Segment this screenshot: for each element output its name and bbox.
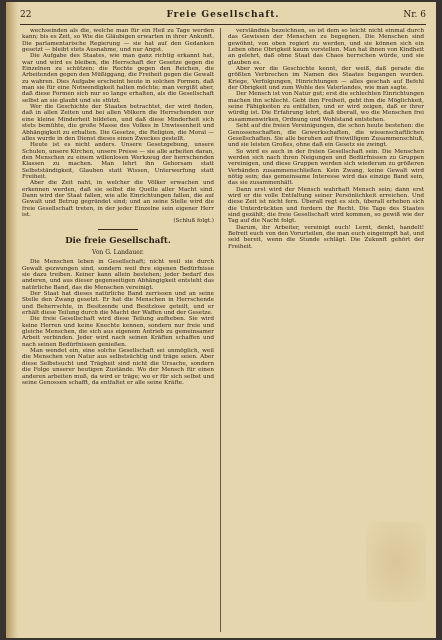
newspaper-page	[6, 2, 436, 638]
page-number: 22	[20, 10, 32, 20]
publication-title: Freie Gesellschaft.	[166, 10, 280, 20]
article-paragraph: Aber die Zeit naht, in welcher die Völker erwachen und erkennen werden, daß sie selbst die Quelle aller Macht sind. Dann wird der Staat fallen, wie alle Einrichtungen fallen, die auf Gewalt und Betrug gegründet sind; und an seine Stelle wird die freie Gesellschaft treten, in der jeder Einzelne sein eigener Herr ist.	[22, 180, 214, 218]
section-separator	[98, 229, 138, 230]
header-rule	[20, 24, 426, 25]
page-header	[20, 10, 426, 24]
article-paragraph: Heute ist es nicht anders. Unsere Gesetzgebung, unsere Schulen, unsere Kirchen, unsere Presse — sie alle arbeiten daran, den Menschen zu einem willenlosen Werkzeug der herrschenden Klassen zu machen. Man lehrt ihn Gehorsam statt Selbstständigkeit, Glauben statt Wissen, Unterwerfung statt Freiheit.	[22, 142, 214, 180]
article-paragraph: wechseinden als die, welche man für ein Heil zu Tage werden kann; bis es Zeit, so Wie die Gläubigen erwarten in ihrer Ankunft. Die parlamentarische Regierung — sie hat auf den Gedanken gesetzt — bleibt stets Ausnahme, und nur Angst.	[22, 28, 214, 54]
article-paragraph: Man wendet ein, eine solche Gesellschaft sei unmöglich, weil die Menschen von Natur aus selbstsüchtig und träge seien. Aber diese Selbstsucht und Trägheit sind nicht die Ursache, sondern die Folge unserer heutigen Zustände. Wo der Mensch für einen anderen arbeiten muß, da wird er träge; wo er für sich selbst und seine Genossen schafft, da entfaltet er alle seine Kräfte.	[22, 348, 214, 386]
article-paragraph: Die freie Gesellschaft wird diese Teilung aufheben. Sie wird keine Herren und keine Knechte kennen, sondern nur freie und gleiche Menschen, die sich aus eigenem Antrieb zu gemeinsamer Arbeit verbinden. Jeder wird nach seinen Kräften schaffen und nach seinen Bedürfnissen genießen.	[22, 316, 214, 348]
left-column	[22, 28, 214, 632]
article-paragraph: Seht auf die freien Vereinigungen, die schon heute bestehen: die Genossenschaften, die Gewerkschaften, die wissenschaftlichen Gesellschaften. Sie alle beruhen auf freiwilligem Zusammenschluß, und sie leisten Großes, ohne daß ein Gesetz sie zwingt.	[228, 123, 424, 149]
continuation-note: (Schluß folgt.)	[173, 218, 214, 225]
article-heading: Die freie Gesellschaft.	[65, 236, 171, 247]
article-paragraph: Wer die Geschichte der Staaten betrachtet, der wird finden, daß in allen Zeiten und bei allen Völkern die Herrschenden nur eine kleine Minderheit bildeten, und daß diese Minderheit sich stets bemühte, die große Masse des Volkes in Unwissenheit und Abhängigkeit zu erhalten. Die Gesetze, die Religion, die Moral — alles wurde in den Dienst dieses einen Zweckes gestellt.	[22, 104, 214, 142]
page-spine	[6, 2, 18, 638]
article-paragraph: Die Aufgabe des Staates, wie man ganz richtig erkannt hat, war und wird es bleiben, die Herrschaft der Gesetze gegen die Einzelnen zu schützen; die Rechte gegen den Reichen, die Arbeitenden gegen den Müßiggang, die Freiheit gegen die Gewalt zu wahren. Dies Aufgabe erscheint heute in solchen Formen, daß man sie für eine Notwendigkeit halten möchte; man vergißt aber, daß diese Formen sich nur so lange erhalten, als die Gesellschaft selbst an sie glaubt und sie stützt.	[22, 53, 214, 104]
right-column	[228, 28, 424, 632]
article-paragraph: Die Menschen leben in Gesellschaft; nicht weil sie durch Gewalt gezwungen sind, sondern weil ihre eigenen Bedürfnisse sie dazu treiben. Keiner kann allein bestehen; jeder bedarf des anderen, und aus dieser gegenseitigen Abhängigkeit entsteht das natürliche Band, das die Menschen vereinigt.	[22, 259, 214, 291]
article-paragraph: Dann erst wird der Mensch wahrhaft Mensch sein; dann erst wird er die volle Entfaltung seiner Persönlichkeit erreichen. Und diese Zeit ist nicht fern. Überall regt es sich, überall erheben sich die Unterdrückten und fordern ihr Recht. Die Tage des Staates sind gezählt; die freie Gesellschaft wird kommen, so gewiß wie der Tag auf die Nacht folgt.	[228, 186, 424, 225]
article-paragraph: verständnis bezeichnen, so ist dem so leicht nicht einmal durch das Gewissen der Menschen zu begegnen. Die Menschen sind gewöhnt, von oben regiert zu werden, und sie können sich ein Leben ohne Obrigkeit kaum vorstellen. Man hat ihnen von Kindheit an gelehrt, daß ohne Staat das Chaos herrschen würde, und sie glauben es.	[228, 28, 424, 66]
article-paragraph: Darum, ihr Arbeiter, vereinigt euch! Lernt, denkt, handelt! Befreit euch von den Vorurteilen, die man euch eingeimpft hat, und seid bereit, wenn die Stunde schlägt. Die Zukunft gehört der Freiheit.	[228, 224, 424, 250]
article-byline: Von G. Landauer.	[92, 249, 144, 257]
issue-number: Nr. 6	[403, 10, 426, 20]
column-divider	[220, 28, 221, 632]
article-paragraph: Der Mensch ist von Natur gut; erst die schlechten Einrichtungen machen ihn schlecht. Gebt ihm Freiheit, gebt ihm die Möglichkeit, seine Fähigkeiten zu entfalten, und er wird zeigen, daß er ihrer würdig ist. Die Erfahrung lehrt, daß überall, wo die Menschen frei zusammenwirken, Ordnung und Wohlstand entstehen.	[228, 91, 424, 123]
article-paragraph: So wird es auch in der freien Gesellschaft sein. Die Menschen werden sich nach ihren Neigungen und Bedürfnissen zu Gruppen vereinigen, und diese Gruppen werden sich wiederum zu größeren Verbänden zusammenschließen. Kein Zwang, keine Gewalt wird nötig sein; das gemeinsame Interesse wird das einzige Band sein, das sie zusammenhält.	[228, 148, 424, 187]
article-paragraph: Aber wer die Geschichte kennt, der weiß, daß gerade die größten Verbrechen im Namen des Staates begangen wurden. Kriege, Verfolgungen, Hinrichtungen — alles geschah auf Befehl der Obrigkeit und zum Wohle des Vaterlandes, wie man sagte.	[228, 66, 424, 92]
article-paragraph: Der Staat hat dieses natürliche Band zerrissen und an seine Stelle den Zwang gesetzt. Er hat die Menschen in Herrschende und Beherrschte, in Besitzende und Besitzlose geteilt, und er erhält diese Teilung durch die Macht der Waffen und der Gesetze.	[22, 291, 214, 317]
